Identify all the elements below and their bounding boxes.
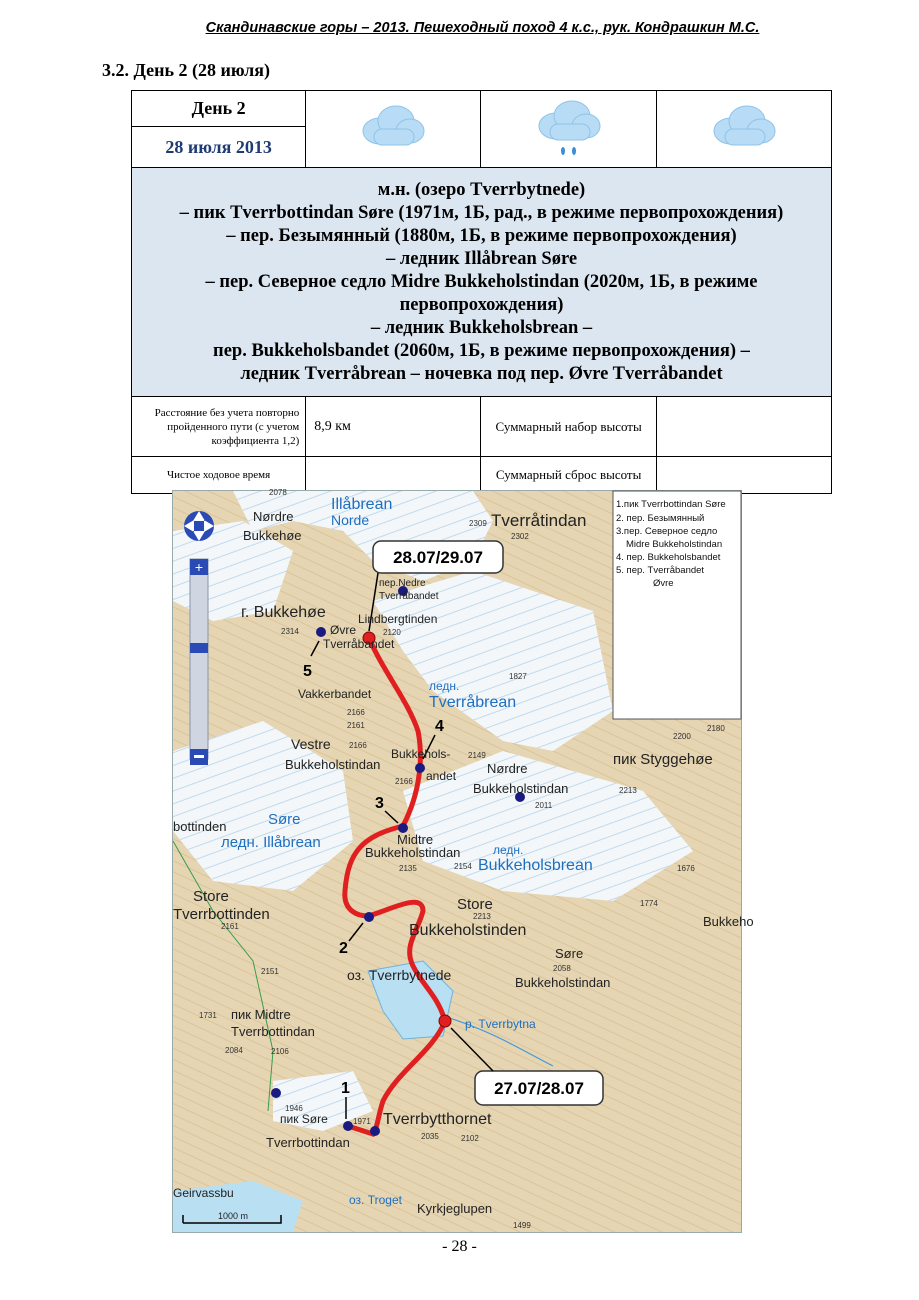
distance-label: Расстояние без учета повторно пройденного пути (с учетом коэффициента 1,2) (132, 397, 306, 457)
svg-text:1827: 1827 (509, 672, 527, 681)
plus-icon: + (194, 559, 204, 575)
document-header: Скандинавские горы – 2013. Пешеходный поход 4 к.с., рук. Кондрашкин М.С. (205, 20, 760, 36)
svg-text:Søre: Søre (555, 946, 584, 961)
svg-text:2161: 2161 (347, 721, 365, 730)
svg-text:ледн.: ледн. (429, 679, 460, 693)
marker-label-5: 5 (303, 663, 312, 680)
distance-value: 8,9 км (306, 397, 481, 457)
svg-text:2161: 2161 (221, 922, 239, 931)
route-line: – ледник Bukkeholsbrean – (370, 317, 593, 338)
svg-text:пер.Nedre: пер.Nedre (379, 578, 426, 589)
svg-text:andet: andet (426, 769, 457, 783)
svg-text:ледн. Illåbrean: ледн. Illåbrean (221, 834, 321, 851)
route-line: – пер. Северное седло Midre Bukkeholstindan (2020м, 1Б, в режиме первопрохождения) (205, 271, 758, 315)
route-line: – пер. Безымянный (1880м, 1Б, в режиме первопрохождения) (226, 225, 737, 246)
svg-text:Bukkeholstindan: Bukkeholstindan (515, 975, 611, 990)
svg-text:2302: 2302 (511, 532, 529, 541)
svg-text:Store: Store (457, 896, 493, 913)
legend-line: 1.пик Tverrbottindan Søre (616, 499, 726, 510)
svg-text:Tverrbottinden: Tverrbottinden (173, 906, 270, 923)
pass-marker-4 (415, 763, 425, 773)
svg-text:г. Bukkehøe: г. Bukkehøe (241, 604, 326, 621)
cloud-rain-icon (536, 96, 602, 158)
svg-text:1774: 1774 (640, 899, 658, 908)
svg-text:2078: 2078 (269, 488, 287, 497)
svg-text:оз. Tverrbytnede: оз. Tverrbytnede (347, 967, 452, 983)
svg-text:2106: 2106 (271, 1047, 289, 1056)
svg-text:2058: 2058 (553, 964, 571, 973)
svg-text:2309: 2309 (469, 519, 487, 528)
marker-label-1: 1 (341, 1080, 350, 1097)
svg-text:Søre: Søre (268, 811, 301, 828)
svg-text:2314: 2314 (281, 627, 299, 636)
svg-text:1676: 1676 (677, 864, 695, 873)
route-line: пер. Bukkeholsbandet (2060м, 1Б, в режиме первопрохождения) – (213, 340, 750, 361)
legend-line: Midre Bukkeholstindan (626, 539, 723, 550)
svg-text:пик Midtre: пик Midtre (231, 1007, 291, 1022)
marker-label-4: 4 (435, 718, 444, 735)
descent-value (656, 457, 831, 494)
cloud-icon (360, 101, 426, 153)
svg-text:2166: 2166 (347, 708, 365, 717)
svg-text:Tverråbrean: Tverråbrean (429, 694, 517, 711)
svg-text:Bukkeholsbrean: Bukkeholsbrean (478, 857, 593, 874)
svg-text:Vestre: Vestre (291, 736, 331, 752)
descent-label: Суммарный сброс высоты (481, 457, 656, 494)
section-title: 3.2. День 2 (28 июля) (102, 60, 270, 80)
cloud-icon (711, 101, 777, 153)
svg-text:Øvre: Øvre (330, 623, 357, 637)
marker-label-2: 2 (339, 940, 348, 957)
svg-text:2200: 2200 (673, 732, 691, 741)
route-map (172, 488, 754, 1233)
svg-text:1499: 1499 (513, 1221, 531, 1230)
time-label: Чистое ходовое время (132, 457, 306, 494)
svg-text:Bukkeholstindan: Bukkeholstindan (285, 757, 381, 772)
svg-text:Illåbrean: Illåbrean (331, 496, 393, 513)
svg-text:1731: 1731 (199, 1011, 217, 1020)
svg-text:Store: Store (193, 888, 229, 905)
svg-text:2135: 2135 (399, 864, 417, 873)
day-date: 28 июля 2013 (132, 127, 306, 168)
svg-text:28.07/29.07: 28.07/29.07 (393, 548, 483, 567)
marker-label-3: 3 (375, 795, 384, 812)
svg-text:Bukkeholstindan: Bukkeholstindan (473, 781, 569, 796)
route-description (132, 168, 832, 397)
svg-text:2151: 2151 (261, 967, 279, 976)
zoom-slider-handle[interactable] (190, 643, 208, 653)
route-line: – пик Tverrbottindan Søre (1971м, 1Б, рад., в режиме первопрохождения) (179, 202, 784, 223)
page-number: - 28 - (442, 1238, 477, 1255)
svg-text:2213: 2213 (619, 786, 637, 795)
svg-text:Geirvassbu: Geirvassbu (173, 1186, 234, 1200)
svg-text:Tverrbottindan: Tverrbottindan (266, 1135, 350, 1150)
legend-line: 3.пер. Северное седло (616, 526, 718, 537)
svg-text:1000 m: 1000 m (218, 1211, 249, 1221)
svg-text:2035: 2035 (421, 1132, 439, 1141)
route-line: – ледник Illåbrean Søre (385, 248, 578, 269)
svg-text:2166: 2166 (395, 777, 413, 786)
weather-cell-1 (306, 91, 481, 168)
svg-text:Vakkerbandet: Vakkerbandet (298, 687, 372, 701)
svg-text:1946: 1946 (285, 1104, 303, 1113)
legend-line: 2. пер. Безымянный (616, 513, 705, 524)
ascent-label: Суммарный набор высоты (481, 397, 656, 457)
time-value (306, 457, 481, 494)
svg-text:Bukkeho: Bukkeho (703, 914, 754, 929)
svg-text:bottinden: bottinden (173, 819, 227, 834)
svg-text:2084: 2084 (225, 1046, 243, 1055)
svg-text:2166: 2166 (349, 741, 367, 750)
svg-text:Tverråbandet: Tverråbandet (379, 591, 439, 602)
peak-marker-1 (343, 1121, 353, 1131)
legend-line: 5. пер. Tverråbandet (616, 565, 705, 576)
weather-cell-2 (481, 91, 656, 168)
minus-icon (194, 755, 204, 758)
svg-text:Tverrbytthornet: Tverrbytthornet (383, 1111, 492, 1128)
pass-marker-5 (316, 627, 326, 637)
svg-text:р. Tverrbytna: р. Tverrbytna (465, 1017, 536, 1031)
svg-text:Bukkehøe: Bukkehøe (243, 528, 302, 543)
svg-text:пик Styggehøe: пик Styggehøe (613, 751, 713, 768)
svg-text:2102: 2102 (461, 1134, 479, 1143)
svg-text:1971: 1971 (353, 1117, 371, 1126)
svg-text:2011: 2011 (535, 801, 553, 810)
svg-text:Tverråbandet: Tverråbandet (323, 637, 395, 651)
svg-text:Kyrkjeglupen: Kyrkjeglupen (417, 1201, 493, 1216)
svg-text:Nørdre: Nørdre (487, 761, 528, 776)
legend-line: 4. пер. Bukkeholsbandet (616, 552, 721, 563)
svg-text:2213: 2213 (473, 912, 491, 921)
legend-line: Øvre (653, 578, 674, 589)
pass-marker-2 (364, 912, 374, 922)
day-name: День 2 (132, 91, 306, 127)
svg-text:Tverråtindan: Tverråtindan (491, 511, 587, 530)
svg-text:2154: 2154 (454, 862, 472, 871)
svg-text:Nørdre: Nørdre (253, 509, 294, 524)
svg-text:оз. Troget: оз. Troget (349, 1193, 402, 1207)
ascent-value (656, 397, 831, 457)
svg-text:Norde: Norde (331, 512, 370, 528)
svg-text:Midtre: Midtre (397, 832, 434, 847)
route-line: ледник Tverråbrean – ночевка под пер. Øvre Tverråbandet (240, 363, 723, 384)
svg-text:Bukkehols-: Bukkehols- (391, 747, 451, 761)
svg-text:2120: 2120 (383, 628, 401, 637)
svg-text:Bukkeholstindan: Bukkeholstindan (365, 845, 461, 860)
svg-text:ледн.: ледн. (493, 843, 524, 857)
svg-text:Lindbergtinden: Lindbergtinden (358, 612, 438, 626)
svg-text:пик Søre: пик Søre (280, 1112, 328, 1126)
svg-text:2180: 2180 (707, 724, 725, 733)
camp-marker-bottom (439, 1015, 451, 1027)
svg-text:27.07/28.07: 27.07/28.07 (494, 1079, 584, 1098)
svg-text:Bukkeholstinden: Bukkeholstinden (409, 922, 527, 939)
svg-text:Tverrbottindan: Tverrbottindan (231, 1024, 315, 1039)
svg-text:2149: 2149 (468, 751, 486, 760)
route-line: м.н. (озеро Tverrbytnede) (377, 179, 586, 200)
weather-cell-3 (656, 91, 831, 168)
day-table (131, 90, 832, 494)
